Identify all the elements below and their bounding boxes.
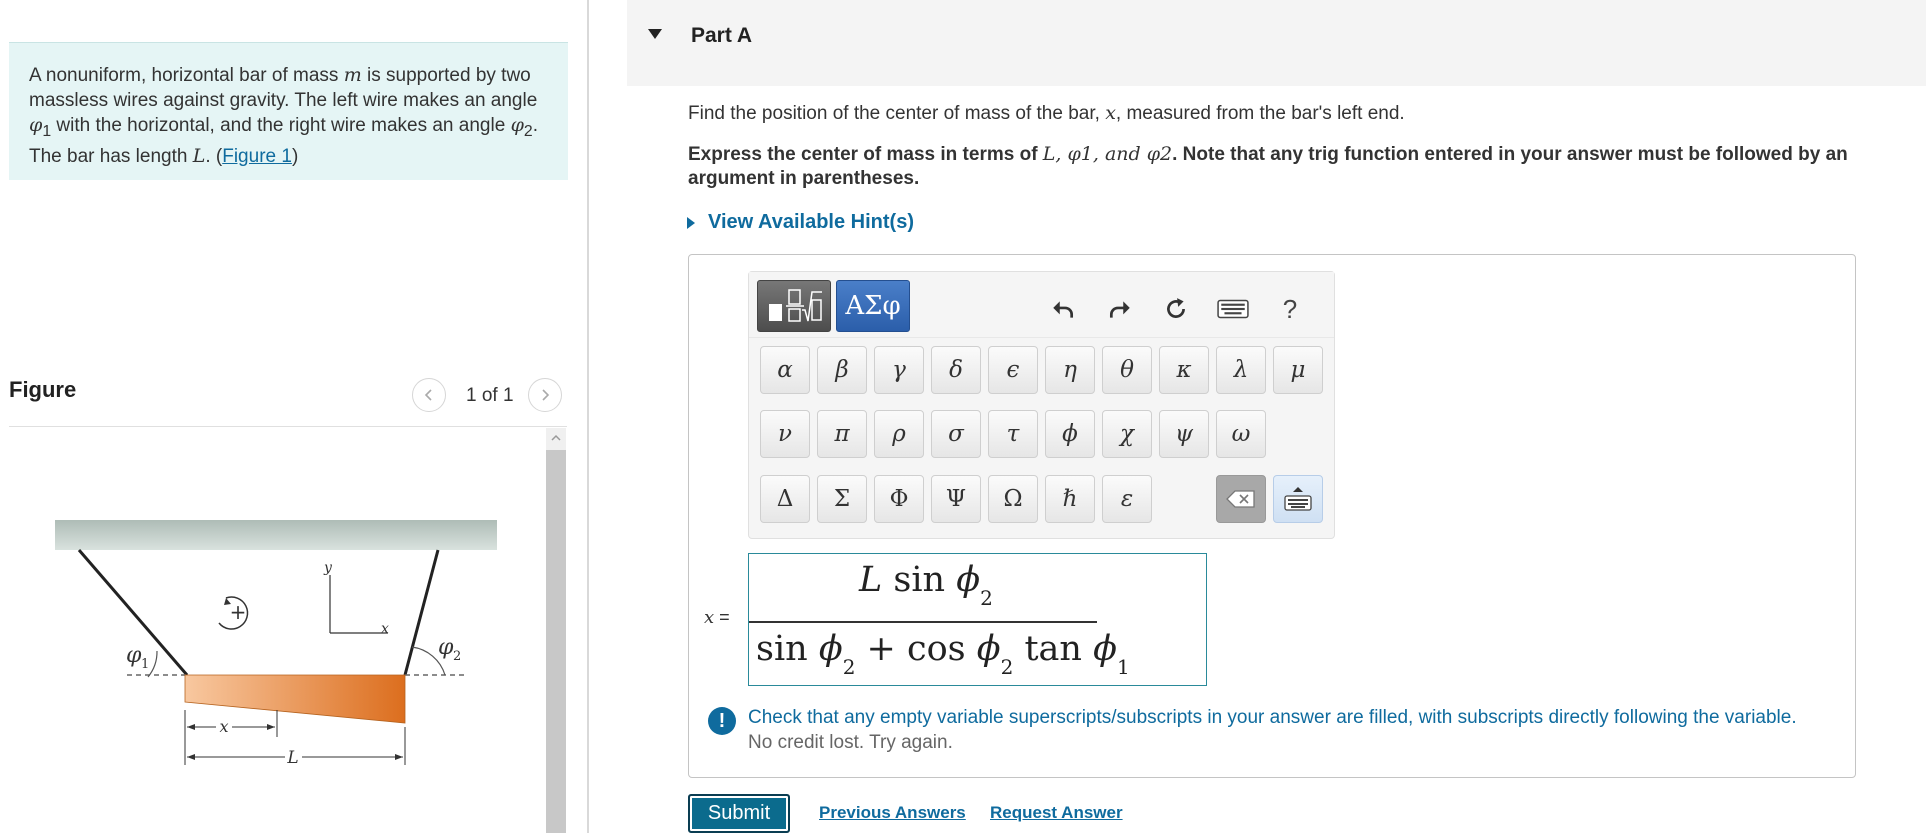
phi1-sub: 1 <box>42 122 52 140</box>
problem-statement <box>9 42 568 180</box>
problem-text-4: . The bar has length <box>29 115 538 168</box>
question-end: , measured from the bar's left end. <box>1115 103 1405 124</box>
hint-toggle[interactable] <box>686 211 914 234</box>
figure-page-count: 1 of 1 <box>466 385 514 406</box>
phi2-label: φ <box>438 635 454 660</box>
warning-icon: ! <box>708 707 736 735</box>
reset-button[interactable] <box>1159 292 1193 326</box>
greek-key[interactable]: θ <box>1102 346 1152 394</box>
phi2-var: φ <box>510 114 524 136</box>
phi1-var: φ <box>29 114 43 136</box>
phi2-label-sub: 2 <box>453 649 462 664</box>
greek-key[interactable]: ε <box>1102 475 1152 523</box>
next-figure-button[interactable] <box>528 378 562 412</box>
positive-rotation-label: + <box>229 600 247 624</box>
bar <box>185 675 405 723</box>
fraction-numerator[interactable]: L $\sin \phi_2$ <box>859 560 993 610</box>
greek-mode-button[interactable]: ΑΣφ <box>836 280 910 332</box>
equals-sign: = <box>719 607 730 627</box>
ceiling <box>55 520 497 550</box>
backspace-key[interactable] <box>1216 475 1266 523</box>
scrollbar-thumb[interactable] <box>546 450 566 833</box>
question-var: x <box>1105 102 1116 124</box>
hint-label: View Available Hint(s) <box>708 211 914 233</box>
redo-icon <box>1107 296 1133 322</box>
redo-button[interactable] <box>1103 292 1137 326</box>
length-var: L <box>192 145 206 168</box>
answer-input[interactable] <box>748 553 1207 686</box>
greek-key[interactable]: Ψ <box>931 475 981 523</box>
greek-key[interactable]: ω <box>1216 410 1266 458</box>
problem-text-3: with the horizontal, and the right wire makes an angle <box>51 115 511 136</box>
chevron-right-icon <box>538 388 552 402</box>
part-title: Part A <box>691 24 753 47</box>
problem-text-5: . ( <box>205 146 223 168</box>
mass-var: m <box>343 64 362 86</box>
greek-key[interactable]: η <box>1045 346 1095 394</box>
dim-x-label: x <box>219 717 229 736</box>
greek-key[interactable]: ν <box>760 410 810 458</box>
collapse-triangle-icon[interactable] <box>647 28 663 40</box>
figure-link[interactable]: Figure 1 <box>222 146 292 168</box>
figure-scrollbar[interactable] <box>546 428 566 833</box>
instruction-vars: L, φ1, and φ2 <box>1042 143 1173 165</box>
part-header[interactable] <box>627 0 1926 86</box>
figure-title: Figure <box>9 377 77 402</box>
answer-var: x <box>704 607 715 628</box>
greek-key[interactable]: β <box>817 346 867 394</box>
figure-divider <box>9 426 567 427</box>
templates-icon <box>764 286 824 326</box>
question-start: Find the position of the center of mass of the bar, <box>688 103 1106 124</box>
greek-key[interactable]: π <box>817 410 867 458</box>
dim-L-label: L <box>287 748 299 768</box>
greek-key[interactable]: ϵ <box>988 346 1038 394</box>
reset-icon <box>1163 296 1189 322</box>
panel-divider <box>587 0 589 833</box>
bar-figure <box>40 505 520 775</box>
keyboard-shortcuts-button[interactable] <box>1216 292 1250 326</box>
greek-key[interactable]: ϕ <box>1045 410 1095 458</box>
answer-variable-label <box>704 607 730 628</box>
keyboard-icon <box>1217 298 1249 320</box>
phi1-arc <box>148 651 157 677</box>
question-text <box>688 102 1405 125</box>
backspace-icon <box>1226 489 1256 509</box>
submit-button[interactable]: Submit <box>688 794 790 833</box>
feedback-text: Check that any empty variable superscripts/subscripts in your answer are filled, with subscripts directly following the variable. <box>748 707 1797 728</box>
greek-key[interactable]: λ <box>1216 346 1266 394</box>
greek-key[interactable]: μ <box>1273 346 1323 394</box>
scroll-up-icon[interactable] <box>549 431 563 445</box>
y-axis-label: y <box>324 560 332 576</box>
problem-text-1: A nonuniform, horizontal bar of mass <box>29 65 344 86</box>
greek-key[interactable]: ψ <box>1159 410 1209 458</box>
problem-text-6: ) <box>291 146 299 168</box>
phi1-label-sub: 1 <box>141 657 150 672</box>
greek-key[interactable]: Σ <box>817 475 867 523</box>
greek-key[interactable]: α <box>760 346 810 394</box>
undo-icon <box>1050 296 1076 322</box>
greek-key[interactable]: ρ <box>874 410 924 458</box>
fraction-denominator[interactable]: $\sin \phi_2 + \cos \phi_2$ $\tan \phi_1$ <box>756 629 1130 679</box>
feedback-subtext: No credit lost. Try again. <box>748 732 953 753</box>
greek-key[interactable]: τ <box>988 410 1038 458</box>
instruction-text <box>688 142 1900 191</box>
keyboard-icon <box>1283 485 1313 513</box>
greek-key[interactable]: χ <box>1102 410 1152 458</box>
request-answer-link[interactable]: Request Answer <box>990 803 1123 822</box>
greek-key[interactable]: Φ <box>874 475 924 523</box>
help-button[interactable]: ? <box>1282 293 1298 324</box>
undo-button[interactable] <box>1046 292 1080 326</box>
instruction-end: . Note that any trig function entered in your answer must be followed by an argument in parentheses. <box>688 144 1848 189</box>
greek-key[interactable]: γ <box>874 346 924 394</box>
previous-answers-link[interactable]: Previous Answers <box>819 803 966 822</box>
greek-key[interactable]: δ <box>931 346 981 394</box>
greek-key[interactable]: Ω <box>988 475 1038 523</box>
phi2-sub: 2 <box>523 122 533 140</box>
greek-key[interactable]: Δ <box>760 475 810 523</box>
feedback-message <box>708 705 1797 755</box>
greek-key[interactable]: σ <box>931 410 981 458</box>
chevron-left-icon <box>422 388 436 402</box>
phi1-label: φ <box>126 643 142 668</box>
instruction-start: Express the center of mass in terms of <box>688 144 1043 165</box>
x-axis-label: x <box>381 621 389 637</box>
templates-mode-button[interactable] <box>757 280 831 332</box>
prev-figure-button[interactable] <box>412 378 446 412</box>
expand-triangle-icon <box>686 216 696 230</box>
fraction-bar <box>749 621 1097 623</box>
greek-key[interactable]: ℏ <box>1045 475 1095 523</box>
greek-key[interactable]: κ <box>1159 346 1209 394</box>
problem-text-2: is supported by two massless wires against gravity. The left wire makes an angle <box>29 65 538 111</box>
keyboard-toggle-key[interactable] <box>1273 475 1323 523</box>
